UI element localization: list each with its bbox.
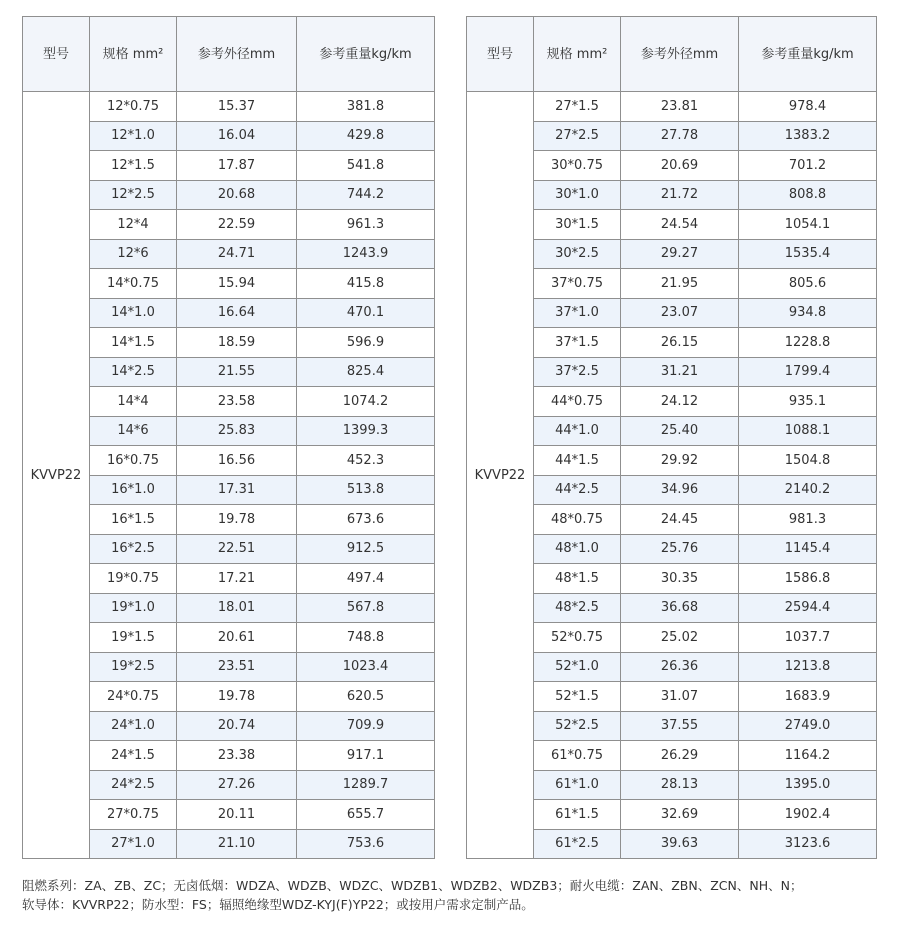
weight-cell: 1228.8 [739,328,877,358]
spec-cell: 14*2.5 [90,357,177,387]
spec-cell: 12*1.0 [90,121,177,151]
spec-cell: 52*0.75 [534,623,621,653]
spec-cell: 19*0.75 [90,564,177,594]
diameter-cell: 20.61 [177,623,297,653]
diameter-cell: 16.64 [177,298,297,328]
weight-cell: 744.2 [297,180,435,210]
spec-cell: 44*0.75 [534,387,621,417]
weight-cell: 381.8 [297,92,435,122]
spec-cell: 48*1.0 [534,534,621,564]
spec-table-left [22,16,435,859]
diameter-cell: 26.36 [621,652,739,682]
diameter-cell: 16.04 [177,121,297,151]
weight-cell: 2140.2 [739,475,877,505]
spec-cell: 12*2.5 [90,180,177,210]
diameter-cell: 17.31 [177,475,297,505]
spec-cell: 12*1.5 [90,151,177,181]
weight-cell: 701.2 [739,151,877,181]
weight-cell: 1395.0 [739,770,877,800]
diameter-cell: 25.02 [621,623,739,653]
diameter-cell: 18.59 [177,328,297,358]
spec-cell: 12*0.75 [90,92,177,122]
weight-cell: 753.6 [297,829,435,859]
spec-cell: 44*2.5 [534,475,621,505]
weight-cell: 1535.4 [739,239,877,269]
diameter-cell: 21.95 [621,269,739,299]
diameter-cell: 39.63 [621,829,739,859]
weight-cell: 808.8 [739,180,877,210]
spec-cell: 27*1.0 [90,829,177,859]
spec-cell: 14*6 [90,416,177,446]
weight-cell: 1504.8 [739,446,877,476]
diameter-cell: 20.11 [177,800,297,830]
weight-cell: 415.8 [297,269,435,299]
weight-cell: 620.5 [297,682,435,712]
weight-cell: 1213.8 [739,652,877,682]
diameter-cell: 17.21 [177,564,297,594]
weight-cell: 470.1 [297,298,435,328]
header-model: 型号 [467,17,534,92]
spec-cell: 30*2.5 [534,239,621,269]
weight-cell: 1074.2 [297,387,435,417]
diameter-cell: 20.68 [177,180,297,210]
diameter-cell: 25.76 [621,534,739,564]
diameter-cell: 34.96 [621,475,739,505]
diameter-cell: 24.54 [621,210,739,240]
spec-cell: 24*1.5 [90,741,177,771]
weight-cell: 1902.4 [739,800,877,830]
weight-cell: 452.3 [297,446,435,476]
spec-cell: 27*1.5 [534,92,621,122]
weight-cell: 1088.1 [739,416,877,446]
diameter-cell: 23.51 [177,652,297,682]
footer-line-2: 软导体：KVVRP22；防水型：FS；辐照绝缘型WDZ-KYJ(F)YP22；或按用户需求定制产品。 [22,897,534,912]
spec-cell: 52*2.5 [534,711,621,741]
weight-cell: 935.1 [739,387,877,417]
weight-cell: 1164.2 [739,741,877,771]
diameter-cell: 26.29 [621,741,739,771]
table-body [467,92,877,859]
spec-cell: 52*1.0 [534,652,621,682]
table-header-row [23,17,435,92]
header-weight: 参考重量kg/km [739,17,877,92]
spec-cell: 27*0.75 [90,800,177,830]
weight-cell: 1054.1 [739,210,877,240]
spec-cell: 14*1.5 [90,328,177,358]
header-weight: 参考重量kg/km [297,17,435,92]
spec-cell: 14*1.0 [90,298,177,328]
footer-notes [22,876,882,914]
diameter-cell: 30.35 [621,564,739,594]
spec-cell: 48*2.5 [534,593,621,623]
diameter-cell: 31.21 [621,357,739,387]
diameter-cell: 19.78 [177,682,297,712]
weight-cell: 1399.3 [297,416,435,446]
header-spec: 规格 mm² [534,17,621,92]
diameter-cell: 36.68 [621,593,739,623]
weight-cell: 917.1 [297,741,435,771]
spec-cell: 61*0.75 [534,741,621,771]
spec-cell: 19*1.5 [90,623,177,653]
diameter-cell: 23.07 [621,298,739,328]
spec-cell: 16*0.75 [90,446,177,476]
weight-cell: 596.9 [297,328,435,358]
spec-cell: 44*1.5 [534,446,621,476]
weight-cell: 1586.8 [739,564,877,594]
diameter-cell: 27.78 [621,121,739,151]
weight-cell: 2594.4 [739,593,877,623]
spec-cell: 24*2.5 [90,770,177,800]
spec-cell: 30*1.0 [534,180,621,210]
spec-cell: 27*2.5 [534,121,621,151]
weight-cell: 1145.4 [739,534,877,564]
weight-cell: 497.4 [297,564,435,594]
weight-cell: 567.8 [297,593,435,623]
diameter-cell: 22.59 [177,210,297,240]
diameter-cell: 23.81 [621,92,739,122]
table-row [467,92,877,122]
diameter-cell: 20.69 [621,151,739,181]
spec-cell: 12*4 [90,210,177,240]
spec-cell: 37*1.5 [534,328,621,358]
weight-cell: 912.5 [297,534,435,564]
weight-cell: 978.4 [739,92,877,122]
model-cell: KVVP22 [23,92,90,859]
diameter-cell: 32.69 [621,800,739,830]
weight-cell: 961.3 [297,210,435,240]
spec-cell: 24*1.0 [90,711,177,741]
spec-cell: 48*0.75 [534,505,621,535]
diameter-cell: 31.07 [621,682,739,712]
diameter-cell: 18.01 [177,593,297,623]
weight-cell: 709.9 [297,711,435,741]
diameter-cell: 24.71 [177,239,297,269]
header-diameter: 参考外径mm [621,17,739,92]
diameter-cell: 37.55 [621,711,739,741]
weight-cell: 1383.2 [739,121,877,151]
diameter-cell: 21.10 [177,829,297,859]
weight-cell: 825.4 [297,357,435,387]
weight-cell: 513.8 [297,475,435,505]
weight-cell: 2749.0 [739,711,877,741]
spec-cell: 12*6 [90,239,177,269]
diameter-cell: 24.12 [621,387,739,417]
weight-cell: 673.6 [297,505,435,535]
weight-cell: 429.8 [297,121,435,151]
diameter-cell: 29.27 [621,239,739,269]
diameter-cell: 24.45 [621,505,739,535]
table-row [23,92,435,122]
spec-cell: 30*0.75 [534,151,621,181]
diameter-cell: 15.37 [177,92,297,122]
weight-cell: 3123.6 [739,829,877,859]
diameter-cell: 26.15 [621,328,739,358]
spec-cell: 44*1.0 [534,416,621,446]
diameter-cell: 17.87 [177,151,297,181]
table-header-row [467,17,877,92]
weight-cell: 981.3 [739,505,877,535]
spec-cell: 52*1.5 [534,682,621,712]
diameter-cell: 25.83 [177,416,297,446]
weight-cell: 541.8 [297,151,435,181]
spec-cell: 30*1.5 [534,210,621,240]
weight-cell: 1799.4 [739,357,877,387]
table-body [23,92,435,859]
spec-cell: 37*2.5 [534,357,621,387]
header-diameter: 参考外径mm [177,17,297,92]
spec-cell: 19*2.5 [90,652,177,682]
spec-table-right [466,16,877,859]
diameter-cell: 15.94 [177,269,297,299]
weight-cell: 934.8 [739,298,877,328]
weight-cell: 1037.7 [739,623,877,653]
header-spec: 规格 mm² [90,17,177,92]
spec-cell: 16*2.5 [90,534,177,564]
spec-cell: 37*0.75 [534,269,621,299]
diameter-cell: 16.56 [177,446,297,476]
weight-cell: 1243.9 [297,239,435,269]
diameter-cell: 22.51 [177,534,297,564]
spec-cell: 19*1.0 [90,593,177,623]
diameter-cell: 21.72 [621,180,739,210]
spec-cell: 16*1.5 [90,505,177,535]
spec-cell: 14*0.75 [90,269,177,299]
footer-line-1: 阻燃系列：ZA、ZB、ZC；无卤低烟：WDZA、WDZB、WDZC、WDZB1、WDZB2、WDZB3；耐火电缆：ZAN、ZBN、ZCN、NH、N； [22,878,803,893]
header-model: 型号 [23,17,90,92]
spec-cell: 61*1.0 [534,770,621,800]
spec-cell: 14*4 [90,387,177,417]
diameter-cell: 23.58 [177,387,297,417]
weight-cell: 805.6 [739,269,877,299]
diameter-cell: 29.92 [621,446,739,476]
spec-cell: 37*1.0 [534,298,621,328]
spec-cell: 48*1.5 [534,564,621,594]
weight-cell: 1289.7 [297,770,435,800]
diameter-cell: 23.38 [177,741,297,771]
weight-cell: 655.7 [297,800,435,830]
diameter-cell: 20.74 [177,711,297,741]
spec-cell: 24*0.75 [90,682,177,712]
weight-cell: 748.8 [297,623,435,653]
diameter-cell: 21.55 [177,357,297,387]
weight-cell: 1023.4 [297,652,435,682]
spec-cell: 61*1.5 [534,800,621,830]
diameter-cell: 19.78 [177,505,297,535]
diameter-cell: 27.26 [177,770,297,800]
spec-cell: 61*2.5 [534,829,621,859]
spec-cell: 16*1.0 [90,475,177,505]
diameter-cell: 28.13 [621,770,739,800]
weight-cell: 1683.9 [739,682,877,712]
diameter-cell: 25.40 [621,416,739,446]
model-cell: KVVP22 [467,92,534,859]
